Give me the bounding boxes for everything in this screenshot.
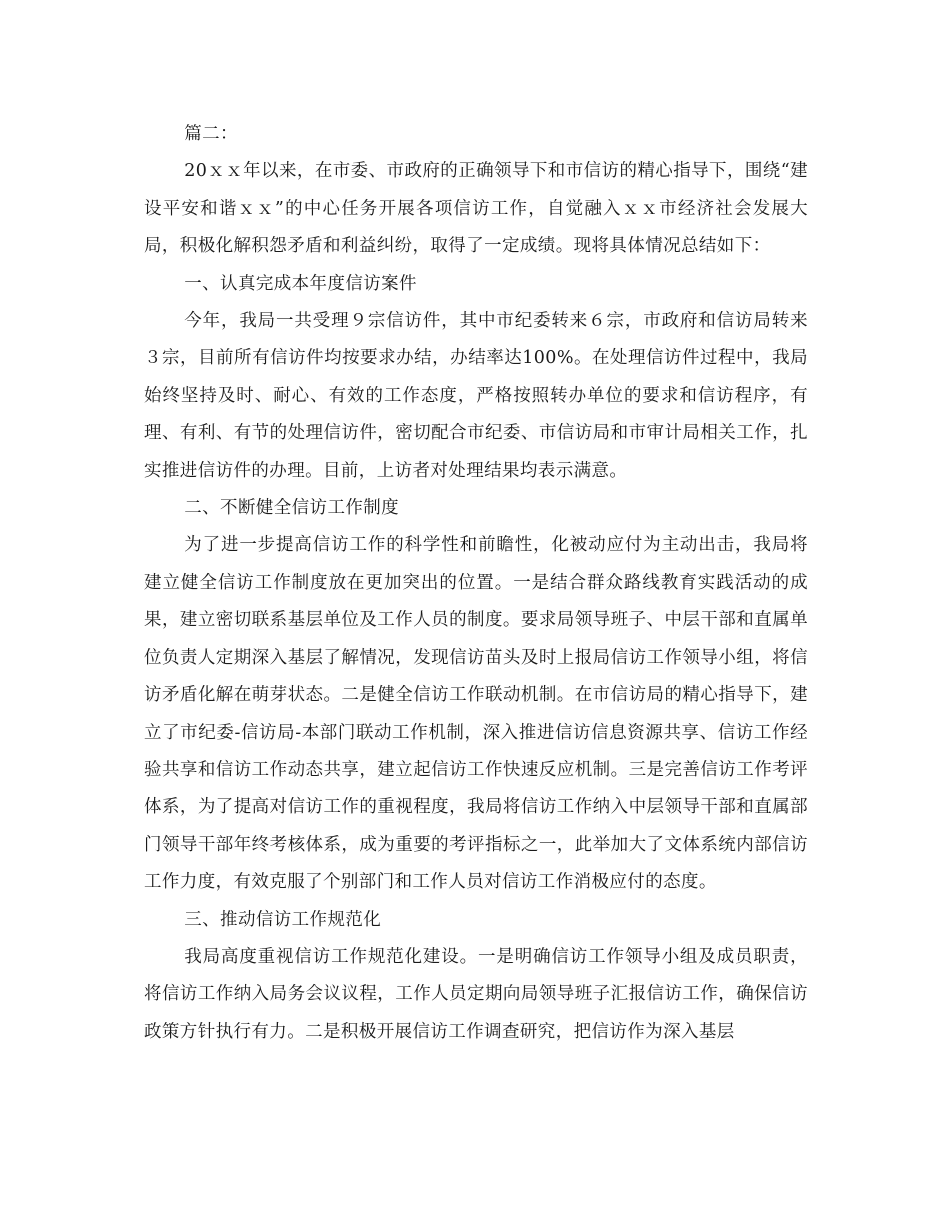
section-2-paragraph: 为了进一步提高信访工作的科学性和前瞻性，化被动应付为主动出击，我局将建立健全信访工作制度放在更加突出的位置。一是结合群众路线教育实践活动的成果，建立密切联系基层单位及工作人员的制度。要求局领导班子、中层干部和直属单位负责人定期深入基层了解情况，发现信访苗头及时上报局信访工作领导小组，将信访矛盾化解在萌芽状态。二是健全信访工作联动机制。在市信访局的精心指导下，建立了市纪委-信访局-本部门联动工作机制，深入推进信访信息资源共享、信访工作经验共享和信访工作动态共享，建立起信访工作快速反应机制。三是完善信访工作考评体系，为了提高对信访工作的重视程度，我局将信访工作纳入中层领导干部和直属部门领导干部年终考核体系，成为重要的考评指标之一，此举加大了文体系统内部信访工作力度，有效克服了个别部门和工作人员对信访工作消极应付的态度。 xyxy=(144,535,808,893)
intro-paragraph: 20ｘｘ年以来，在市委、市政府的正确领导下和市信访的精心指导下，围绕“建设平安和谐ｘｘ”的中心任务开展各项信访工作，自觉融入ｘｘ市经济社会发展大局，积极化解积怨矛盾和利益纠纷，取得了一定成绩。现将具体情况总结如下： xyxy=(144,161,808,257)
section-1-paragraph: 今年，我局一共受理９宗信访件，其中市纪委转来６宗，市政府和信访局转来３宗，目前所有信访件均按要求办结，办结率达100%。在处理信访件过程中，我局始终坚持及时、耐心、有效的工作态度，严格按照转办单位的要求和信访程序，有理、有利、有节的处理信访件，密切配合市纪委、市信访局和市审计局相关工作，扎实推进信访件的办理。目前，上访者对处理结果均表示满意。 xyxy=(144,311,808,481)
document-body xyxy=(144,116,808,1051)
section-heading-2: 二、不断健全信访工作制度 xyxy=(184,498,400,519)
section-heading-1: 一、认真完成本年度信访案件 xyxy=(184,273,417,294)
section-heading-3: 三、推动信访工作规范化 xyxy=(184,909,382,930)
section-3-paragraph: 我局高度重视信访工作规范化建设。一是明确信访工作领导小组及成员职责，将信访工作纳入局务会议议程，工作人员定期向局领导班子汇报信访工作，确保信访政策方针执行有力。二是积极开展信访工作调查研究，把信访作为深入基层 xyxy=(144,946,808,1042)
section-title-part-two: 篇二： xyxy=(184,124,238,144)
